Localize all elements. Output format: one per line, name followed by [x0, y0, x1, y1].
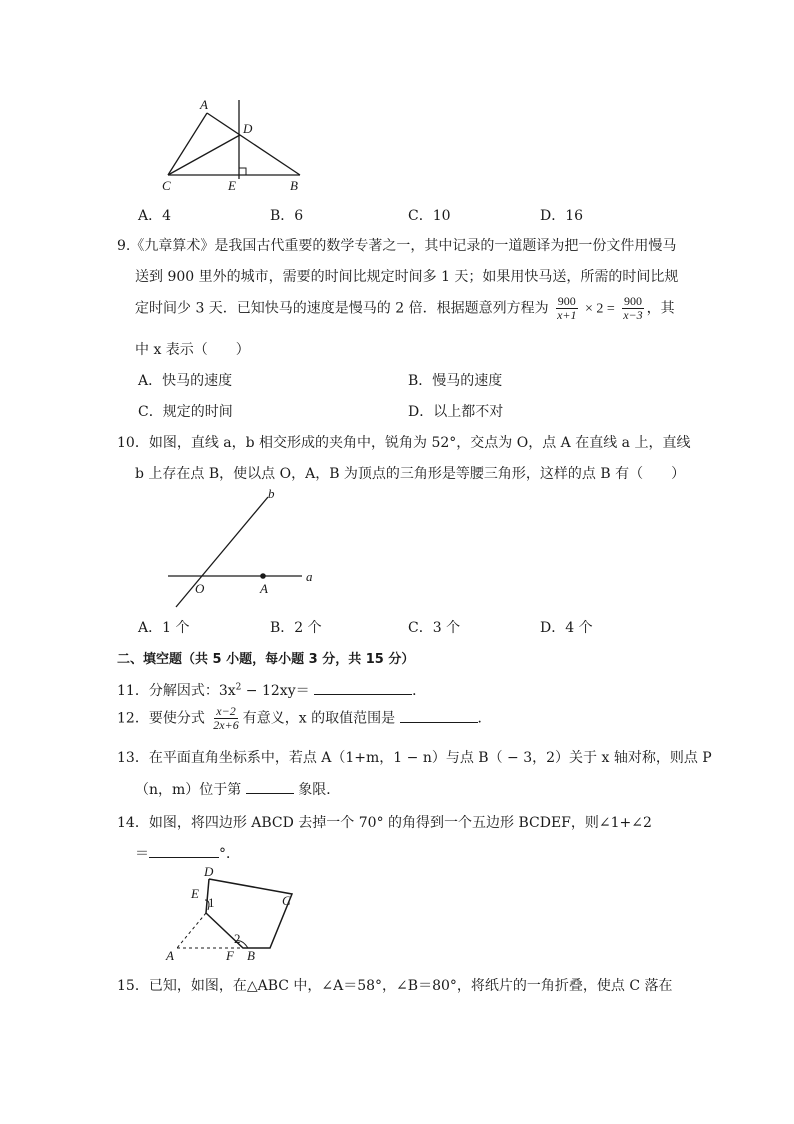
q9-equation-left: $\frac{900}{x+1}$ [557, 294, 577, 322]
q8-option-c: C．10 [408, 208, 451, 224]
q13-line-1: 13．在平面直角坐标系中，若点 A（1+m，1 − n）与点 B（ − 3，2）关于 x 轴对称，则点 P [117, 750, 712, 766]
q14-line-1: 14．如图，将四边形 ABCD 去掉一个 70° 的角得到一个五边形 BCDEF，则∠1+∠2 [117, 815, 652, 831]
q8-label-C: C [162, 178, 171, 193]
q9-equation-mid: × 2 = [584, 301, 615, 317]
q14-label-D: D [204, 864, 214, 879]
q12-end: ． [477, 710, 492, 727]
q12-answer-blank[interactable] [400, 708, 478, 723]
q8-option-d: D．16 [540, 208, 584, 224]
q8-label-D: D [243, 121, 253, 136]
q10-figure [160, 485, 330, 610]
q10-line-2: b 上存在点 B，使以点 O，A，B 为顶点的三角形是等腰三角形，这样的点 B 有（ ） [135, 466, 686, 482]
q11-sup: 2 [235, 682, 242, 693]
q12 [117, 705, 492, 732]
q9-option-c: C．规定的时间 [138, 404, 233, 420]
q14-line-2 [135, 843, 240, 863]
q9-equation-right: $\frac{900}{x-3}$ [623, 294, 643, 322]
q11 [117, 680, 426, 700]
q8-label-B: B [290, 178, 298, 193]
q14-label-A: A [166, 948, 174, 962]
q14-label-B: B [247, 948, 255, 962]
q14-label-C: C [282, 893, 291, 908]
q12-fraction: $\frac{x-2}{2x+6}$ [213, 704, 239, 732]
q9-line-4: 中 x 表示（ ） [135, 342, 250, 358]
q10-line-1: 10．如图，直线 a，b 相交形成的夹角中，锐角为 52°，交点为 O，点 A 在直线 a 上，直线 [117, 435, 691, 451]
q11-text: 11．分解因式：3x [117, 683, 236, 699]
q13-line-2 [135, 779, 340, 799]
section-2-heading: 二、填空题（共 5 小题，每小题 3 分，共 15 分） [117, 652, 415, 667]
q14-text: ＝ [135, 846, 149, 862]
q11-end: ． [412, 683, 427, 699]
q14-figure [158, 862, 308, 962]
q15-line-1: 15．已知，如图，在△ABC 中，∠A＝58°，∠B＝80°，将纸片的一角折叠，使点 C 落在 [117, 978, 673, 994]
q10-label-b: b [268, 486, 275, 501]
q8-label-E: E [228, 178, 236, 193]
q8-figure [150, 95, 320, 195]
q10-label-O: O [195, 581, 205, 596]
q10-option-d: D．4 个 [540, 620, 593, 636]
q9-line-3 [135, 295, 675, 322]
q8-label-A: A [200, 97, 208, 112]
q9-line-1: 9.《九章算术》是我国古代重要的数学专著之一，其中记录的一道题译为把一份文件用慢马 [117, 238, 677, 254]
q11-answer-blank[interactable] [314, 680, 412, 695]
q9-option-d: D．以上都不对 [408, 404, 504, 420]
q12-text: 12．要使分式 [117, 710, 205, 727]
q13-end: 象限． [298, 782, 341, 798]
q9-line-2: 送到 900 里外的城市，需要的时间比规定时间多 1 天；如果用快马送，所需的时间比规 [135, 269, 679, 285]
q14-label-1: 1 [208, 895, 215, 910]
q10-option-b: B．2 个 [270, 620, 322, 636]
q9-option-b: B．慢马的速度 [408, 373, 503, 389]
q13-answer-blank[interactable] [246, 779, 294, 794]
q14-answer-blank[interactable] [149, 843, 219, 858]
q9-option-a: A．快马的速度 [138, 373, 233, 389]
q9-line-3-text: 定时间少 3 天．已知快马的速度是慢马的 2 倍．根据题意列方程为 [135, 300, 549, 317]
q14-label-2: 2 [234, 931, 241, 946]
q10-option-c: C．3 个 [408, 620, 461, 636]
q14-label-F: F [226, 948, 234, 962]
q14-label-E: E [191, 886, 199, 901]
q9-line-3-end: ，其 [646, 300, 675, 317]
q8-option-a: A．4 [138, 208, 172, 224]
q10-label-a: a [306, 569, 313, 584]
q8-option-b: B．6 [270, 208, 304, 224]
q10-option-a: A．1 个 [138, 620, 190, 636]
q12-text-2: 有意义，x 的取值范围是 [242, 710, 400, 727]
q11-text-2: − 12xy＝ [241, 683, 310, 699]
q14-end: °． [219, 846, 240, 862]
q13-text: （n，m）位于第 [135, 782, 246, 798]
q10-label-A: A [260, 581, 268, 596]
